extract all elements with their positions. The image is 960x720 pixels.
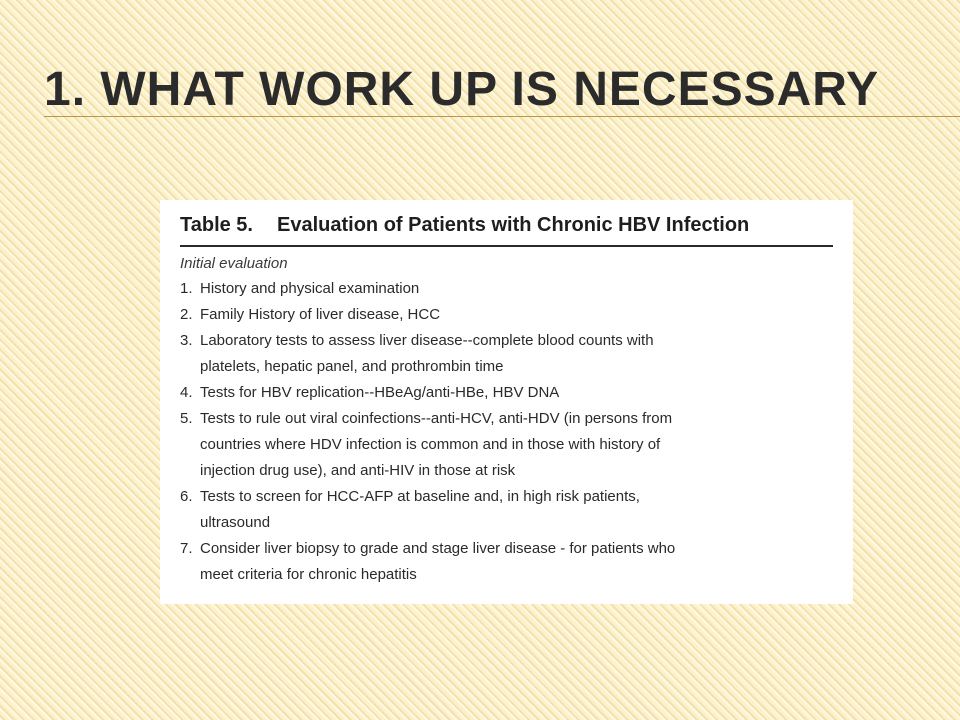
item-text: injection drug use), and anti-HIV in those at risk (200, 462, 516, 479)
table-image (160, 200, 853, 604)
item-number: 6. (180, 488, 193, 505)
list-item (180, 302, 833, 328)
item-number: 4. (180, 384, 193, 401)
slide-title: 1. WHAT WORK UP IS NECESSARY (44, 63, 880, 116)
item-text: Laboratory tests to assess liver disease--complete blood counts with (200, 332, 654, 349)
item-number: 5. (180, 410, 193, 427)
table-caption: Evaluation of Patients with Chronic HBV Infection (277, 214, 750, 236)
list-item (180, 328, 833, 380)
item-text: meet criteria for chronic hepatitis (200, 566, 417, 583)
item-number: 7. (180, 540, 193, 557)
item-number: 2. (180, 306, 193, 323)
item-text: Consider liver biopsy to grade and stage liver disease - for patients who (200, 540, 676, 557)
list-item (180, 380, 833, 406)
title-underline (44, 116, 960, 117)
list-item (180, 536, 833, 588)
item-text: platelets, hepatic panel, and prothrombin time (200, 358, 504, 375)
item-text: Tests to rule out viral coinfections--anti-HCV, anti-HDV (in persons from (200, 410, 673, 427)
item-text: ultrasound (200, 514, 271, 531)
item-text: Tests for HBV replication--HBeAg/anti-HBe, HBV DNA (200, 384, 560, 401)
item-text: Tests to screen for HCC-AFP at baseline and, in high risk patients, (200, 488, 640, 505)
list-item (180, 276, 833, 302)
evaluation-list (180, 276, 833, 588)
item-number: 3. (180, 332, 193, 349)
item-text: History and physical examination (200, 280, 420, 297)
list-item (180, 484, 833, 536)
item-text: countries where HDV infection is common and in those with history of (200, 436, 661, 453)
table-heading (180, 214, 833, 247)
item-text: Family History of liver disease, HCC (200, 306, 441, 323)
table-label: Table 5. (180, 214, 253, 236)
item-number: 1. (180, 280, 193, 297)
table-subheading: Initial evaluation (180, 255, 288, 272)
list-item (180, 406, 833, 484)
